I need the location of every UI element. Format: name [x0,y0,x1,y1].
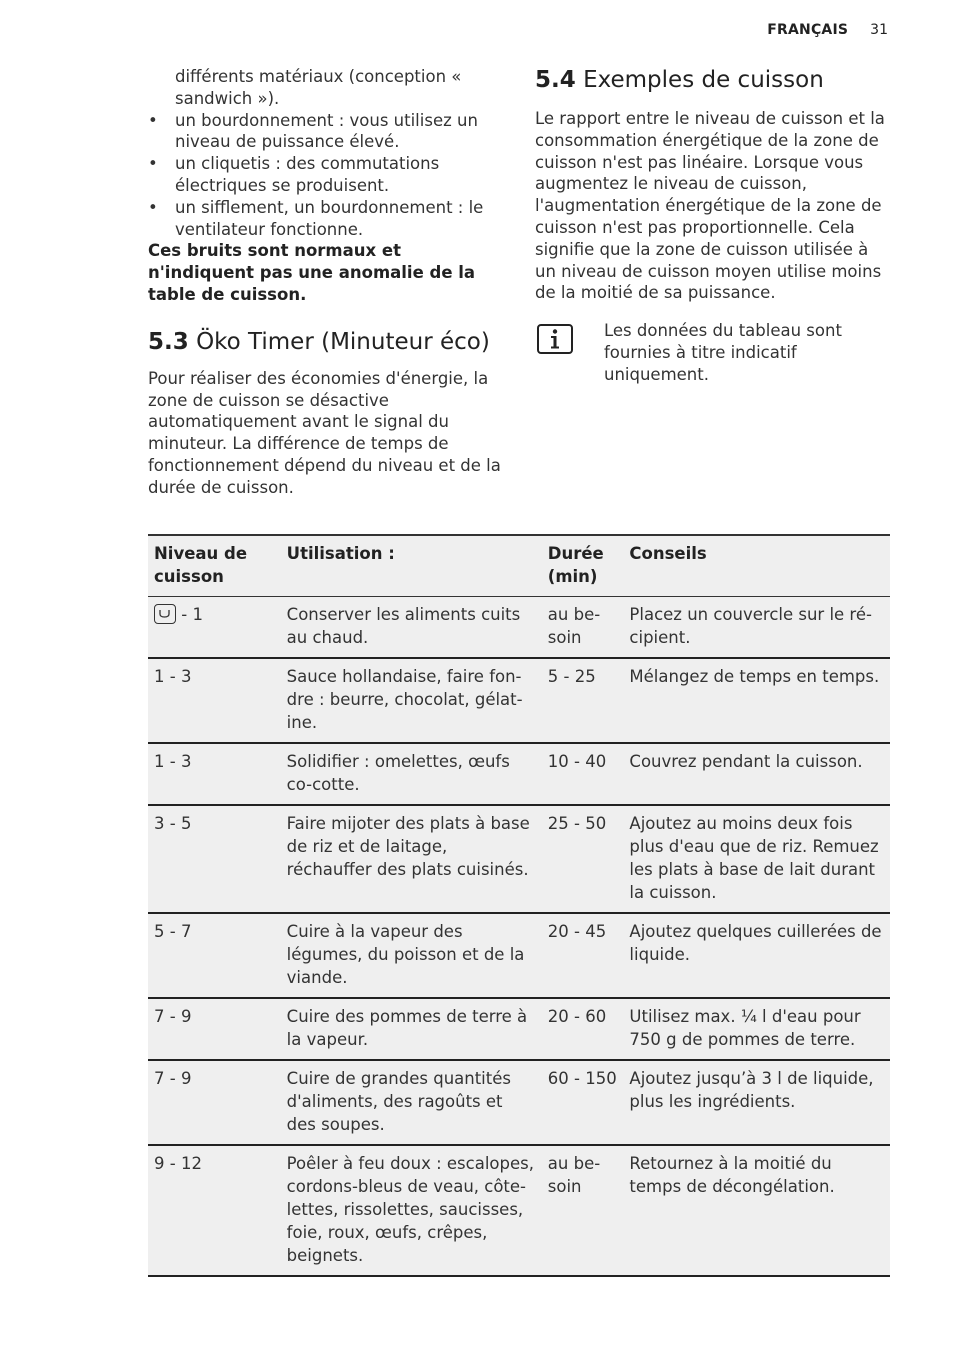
table-row [148,1145,890,1276]
duration-cell: 10 - 40 [547,752,607,771]
bullet-item: • un bourdonnement : vous utilisez un niveau de puissance élevé. [148,110,508,154]
use-cell: Faire mijoter des plats à base de riz et de laitage, réchauffer des plats cuisinés. [286,814,530,879]
duration-cell: 20 - 45 [547,922,607,941]
bullet-item: • un sifflement, un bourdonnement : le ventilateur fonctionne. [148,197,508,241]
tips-cell: Ajoutez quelques cuillerées de liquide. [629,922,882,964]
use-cell: Sauce hollandaise, faire fon-dre : beurre, chocolat, gélat-ine. [286,667,523,732]
table-row [148,743,890,805]
left-column [148,66,508,499]
section-title: Öko Timer (Minuteur éco) [196,328,490,355]
use-cell: Poêler à feu doux : escalopes, cordons-bleus de veau, côte-lettes, rissolettes, saucisses, foie, roux, œufs, crêpes, beignets. [286,1154,534,1265]
use-cell: Cuire de grandes quantités d'aliments, des ragoûts et des soupes. [286,1069,511,1134]
column-header: Durée (min) [547,544,604,586]
section-5-3-body: Pour réaliser des économies d'énergie, la zone de cuisson se désactive automatiquement avant le signal du minuteur. La différence de temps de fonctionnement dépend du niveau et de la durée de cuisson. [148,368,501,497]
tips-cell: Ajoutez au moins deux fois plus d'eau que de riz. Remuez les plats à base de lait durant la cuisson. [629,814,879,902]
info-note [535,320,891,385]
level-cell: 5 - 7 [154,922,192,941]
tips-cell: Utilisez max. ¼ l d'eau pour 750 g de pommes de terre. [629,1007,861,1049]
use-cell: Conserver les aliments cuits au chaud. [286,605,521,647]
duration-cell: 20 - 60 [547,1007,607,1026]
level-cell: 7 - 9 [154,1007,192,1026]
section-heading-5-4 [535,66,891,94]
section-heading-5-3 [148,328,508,356]
use-cell: Solidifier : omelettes, œufs co-cotte. [286,752,510,794]
info-text: Les données du tableau sont fournies à titre indicatif uniquement. [604,321,842,384]
section-title: Exemples de cuisson [583,67,824,93]
level-cell: 7 - 9 [154,1069,192,1088]
duration-cell: au be-soin [547,1154,601,1196]
table-header-row [148,535,890,597]
table-row [148,658,890,743]
duration-cell: 5 - 25 [547,667,596,686]
page-header [767,22,888,38]
duration-cell: au be-soin [547,605,601,647]
right-column [535,66,891,386]
level-cell: 1 - 3 [154,667,192,686]
bullet-item: • un cliquetis : des commutations électriques se produisent. [148,153,508,197]
tips-cell: Mélangez de temps en temps. [629,667,880,686]
table-row [148,1060,890,1145]
duration-cell: 60 - 150 [547,1069,617,1088]
tips-cell: Ajoutez jusqu’à 3 l de liquide, plus les ingrédients. [629,1069,874,1111]
level-cell: 1 - 3 [154,752,192,771]
page-number: 31 [870,22,888,38]
use-cell: Cuire des pommes de terre à la vapeur. [286,1007,528,1049]
keep-warm-icon [154,604,176,624]
column-header: Niveau de cuisson [154,544,248,586]
tips-cell: Couvrez pendant la cuisson. [629,752,863,771]
column-header: Utilisation : [286,544,395,563]
table-row [148,805,890,913]
level-cell: 3 - 5 [154,814,192,833]
section-number: 5.3 [148,328,189,355]
column-header: Conseils [629,544,707,563]
tips-cell: Retournez à la moitié du temps de décongélation. [629,1154,835,1196]
info-icon [537,324,573,354]
noise-bullet-list [148,110,508,241]
header-language: FRANÇAIS [767,22,849,38]
table-row [148,998,890,1060]
section-number: 5.4 [535,67,576,93]
level-cell: 9 - 12 [154,1154,202,1173]
level-value: - 1 [181,605,203,624]
bullet-continuation: différents matériaux (conception « sandwich »). [175,67,462,108]
tips-cell: Placez un couvercle sur le ré-cipient. [629,605,872,647]
duration-cell: 25 - 50 [547,814,607,833]
table-row [148,597,890,659]
table-row [148,913,890,998]
bold-note: Ces bruits sont normaux et n'indiquent pas une anomalie de la table de cuisson. [148,241,476,304]
level-cell [148,597,281,659]
cooking-examples-table [148,534,890,1277]
use-cell: Cuire à la vapeur des légumes, du poisson et de la viande. [286,922,525,987]
section-5-4-body: Le rapport entre le niveau de cuisson et la consommation énergétique de la zone de cuisson n'est pas linéaire. Lorsque vous augmentez le niveau de cuisson, l'augmentation énergétique de la zone de cuisson n'est pas proportionnelle. Cela signifie que la zone de cuisson utilisée à un niveau de cuisson moyen utilise moins de la moitié de sa puissance. [535,109,885,303]
